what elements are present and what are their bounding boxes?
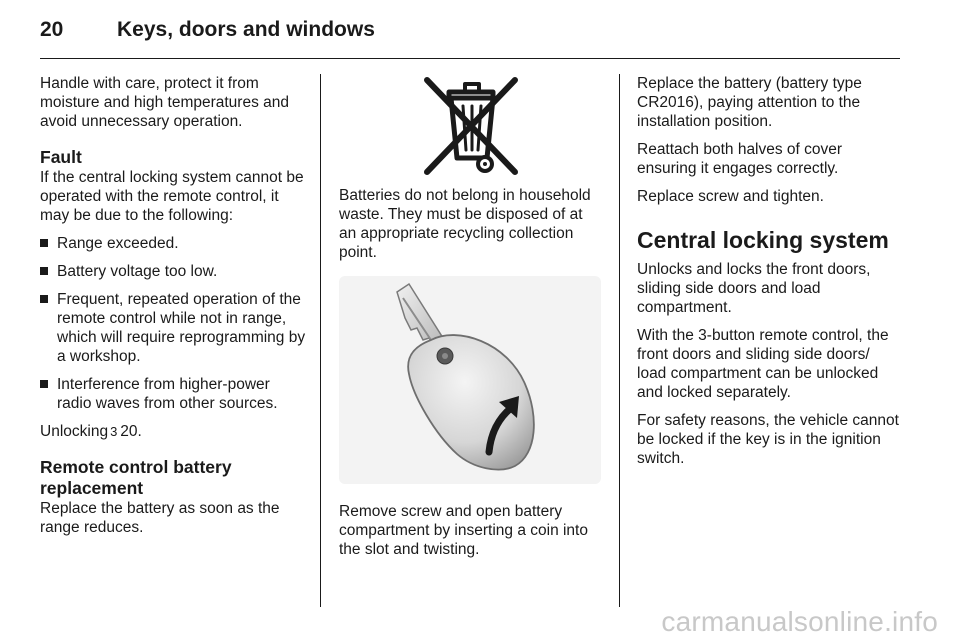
remote-key-illustration bbox=[339, 276, 601, 484]
page-header bbox=[40, 14, 900, 59]
column-divider bbox=[619, 74, 620, 607]
list-item: Battery voltage too low. bbox=[40, 262, 306, 281]
fault-list bbox=[40, 234, 306, 413]
list-item: Range exceeded. bbox=[40, 234, 306, 253]
page-title: Keys, doors and windows bbox=[117, 18, 375, 41]
central-locking-heading: Central locking system bbox=[637, 227, 889, 253]
fault-heading: Fault bbox=[40, 147, 82, 167]
unlocking-label: Unlocking bbox=[40, 423, 109, 440]
bullet-icon bbox=[40, 380, 48, 388]
unlocking-page: 20. bbox=[120, 423, 142, 440]
bullet-icon bbox=[40, 267, 48, 275]
central-locking-p3: For safety reasons, the vehicle cannot be locked if the key is in the ignition switch. bbox=[637, 412, 899, 467]
list-item: Interference from higher-power radio waves from other sources. bbox=[40, 375, 306, 413]
bullet-icon bbox=[40, 239, 48, 247]
unlocking-reference[interactable] bbox=[40, 422, 306, 441]
fault-intro: If the central locking system cannot be operated with the remote control, it may be due to the following: bbox=[40, 169, 304, 224]
remote-battery-heading: Remote control battery replacement bbox=[40, 457, 232, 498]
crossed-bin-icon bbox=[419, 74, 523, 178]
watermark: carmanualsonline.info bbox=[661, 606, 938, 637]
battery-type-paragraph: Replace the battery (battery type CR2016), paying attention to the installation position. bbox=[637, 75, 862, 130]
column-middle bbox=[339, 74, 603, 568]
recycle-text: Batteries do not belong in household waste. They must be disposed of at an appropriate recycling collection point. bbox=[339, 187, 591, 261]
remote-battery-text: Replace the battery as soon as the range reduces. bbox=[40, 500, 280, 536]
bullet-icon bbox=[40, 295, 48, 303]
column-right bbox=[637, 74, 901, 477]
arrow-reference-icon: 3 bbox=[110, 424, 118, 439]
column-divider bbox=[320, 74, 321, 607]
central-locking-p2: With the 3-button remote control, the front doors and sliding side doors/ load compartment can be unlocked and locked separately. bbox=[637, 327, 889, 401]
central-locking-p1: Unlocks and locks the front doors, sliding side doors and load compartment. bbox=[637, 261, 871, 316]
page-number: 20 bbox=[40, 18, 64, 41]
care-paragraph: Handle with care, protect it from moisture and high temperatures and avoid unnecessary operation. bbox=[40, 75, 290, 130]
key-caption: Remove screw and open battery compartment by inserting a coin into the slot and twisting. bbox=[339, 503, 588, 558]
list-item: Frequent, repeated operation of the remote control while not in range, which will require reprogramming by a workshop. bbox=[40, 290, 306, 366]
reattach-paragraph: Reattach both halves of cover ensuring it engages correctly. bbox=[637, 141, 843, 177]
column-left bbox=[40, 74, 306, 546]
replace-screw-paragraph: Replace screw and tighten. bbox=[637, 188, 824, 205]
